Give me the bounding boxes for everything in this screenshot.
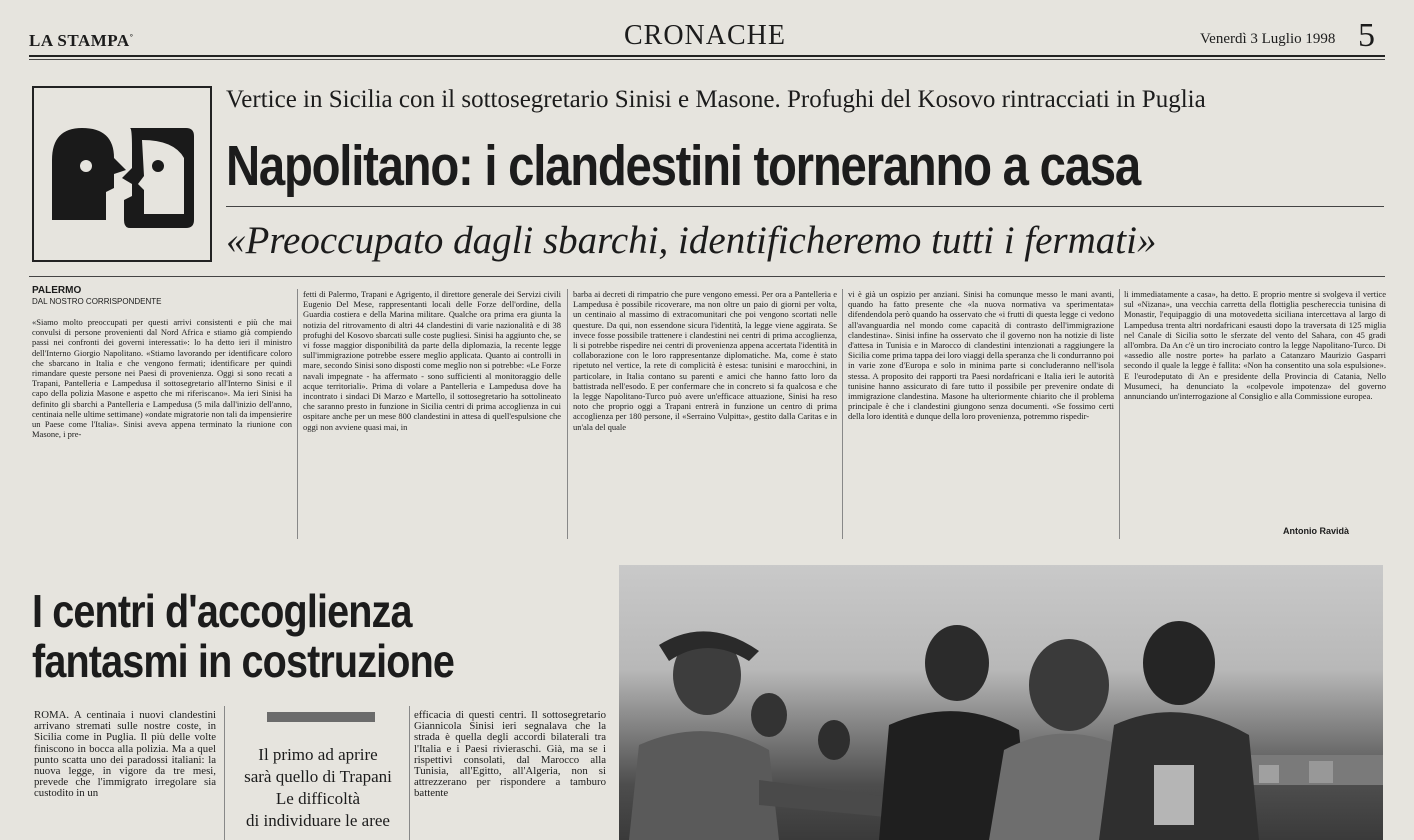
article-column-3: barba ai decreti di rimpatrio che pure vengono emessi. Per ora a Pantelleria e Lampedusa è possibile ricoverare, ma non oltre un paio di giorni per volta, un centinaio al massimo di extracomunitari che poi vengono scortati nelle questure. Da qui, non essendone sicura l'identità, la legge viene aggirata. Se invece fosse possibile trattenere i clandestini nei centri di prima accoglienza, li si potrebbe rispedire nei centri di provenienza appena accertata l'identità in collaborazione con le loro rappresentanze diplomatiche. Ma, come è stato ripetuto nel vertice, la rete di complicità è estesa: tunisini e marocchini, in particolare, in Italia contano su parenti e amici che hanno fatto loro da battistrada nell'esodo. E per confermare che in concreto si fa qualcosa e che la legge Napolitano-Turco può avere un'efficace attuazione, Sinisi ha reso noto che proprio oggi a Trapani entrerà in funzione un centro di prima accoglienza per 180 persone, il «Serraino Vulpitta», gestito dalla Caritas e in un'ala del quale bbox=[573, 289, 837, 432]
photo-people-silhouettes bbox=[619, 565, 1383, 840]
column-divider bbox=[224, 706, 225, 840]
dateline: PALERMO bbox=[32, 285, 82, 296]
article-column-2: fetti di Palermo, Trapani e Agrigento, il direttore generale dei Servizi civili Eugenio Del Mese, rappresentanti locali delle Forze dell'ordine, della Guardia costiera e della Marina militare. Qualche ora prima era giunta la notizia del ritrovamento di altri 44 clandestini di varie nazionalità e di 38 profughi del Kosovo sbarcati sulle coste pugliesi. Sinisi ha aggiunto che, se vi fosse maggior disponibilità da parte della diplomazia, la recente legge sull'immigrazione potrebbe essere meglio applicata. Quanto ai controlli in mare, secondo Sinisi sono disposti come meglio non si potrebbe: «Le Forze navali impegnate - ha affermato - sono sufficienti al monitoraggio delle acque territoriali». Prima di volare a Pantelleria e Lampedusa dove ha incontrato i sindaci Di Marzo e Martello, il sottosegretario ha sottolineato che saranno presto in funzione in Sicilia centri di prima accoglienza in cui ospitare anche per un mese 800 clandestini in attesa di quell'espulsione che oggi non avviene quasi mai, in bbox=[303, 289, 561, 432]
pull-quote: Il primo ad aprire sarà quello di Trapani Le difficoltà di individuare le aree bbox=[244, 745, 392, 830]
article-column-1: «Siamo molto preoccupati per questi arrivi consistenti e più che mai convulsi di persone provenienti dal Nord Africa e stiamo già compiendo passi nei confronti dei governi interessati»: lo ha detto ieri il ministro dell'Interno Giorgio Napolitano. «Stiamo lavorando per identificare coloro che sbarcano in Italia e che vengono fermati; identificare per quindi rimandare queste persone nei Paesi di provenienza. Oggi si sono recati a Trapani, Pantelleria e Lampedusa il sottosegretario all'Interno Sinisi e il capo della polizia Masone e aspetto che mi riferiscano». Ma ieri Sinisi ha definito gli sbarchi a Pantelleria e Lampedusa (5 mila dall'inizio dell'anno, centinaia nelle ultime settimane) «ondate migratorie non tali da impensierire un Paese come l'Italia». Sinisi aveva appena terminato la riunione con Masone, i pre- bbox=[32, 317, 292, 440]
byline: Antonio Ravidà bbox=[1283, 526, 1350, 536]
column-logo bbox=[32, 86, 212, 262]
article-column-5: li immediatamente a casa», ha detto. E proprio mentre si svolgeva il vertice sul «Nizana», una vecchia carretta della flottiglia peschereccia tunisina di Monastir, l'equipaggio di una motovedetta siciliana intercettava al largo di Lampedusa trenta altri nordafricani esausti dopo la traversata di 125 miglia nel Canale di Sicilia sotto le sferzate del vento del Sahara, con 45 gradi all'ombra. Da An c'è un tiro incrociato contro la legge Napolitano-Turco. Di «assedio alle nostre porte» ha parlato a Catanzaro Maurizio Gasparri secondo il quale la legge è fallita: «Non ha consentito una sola espulsione». E l'eurodeputato di An e presidente della Provincia di Catania, Nello Musumeci, ha denunciato la «colpevole impotenza» del governo annunciando un'interrogazione al Consiglio e alla Commissione europea. bbox=[1124, 289, 1386, 402]
publication-date: Venerdì 3 Luglio 1998 bbox=[1200, 31, 1336, 47]
column-divider bbox=[567, 289, 568, 539]
masthead-rule-thin bbox=[29, 59, 1385, 60]
correspondent-credit: DAL NOSTRO CORRISPONDENTE bbox=[32, 297, 162, 306]
main-headline: Napolitano: i clandestini torneranno a casa bbox=[226, 134, 1140, 198]
article-column-4: vi è già un ospizio per anziani. Sinisi ha comunque messo le mani avanti, quando ha fatto presente che «la nuova normativa va sperimentata» difendendola però quando ha osservato che «i frutti di questa legge ci vedono all'avanguardia nel mondo come capacità di contrasto dell'immigrazione clandestina». Sinisi infine ha osservato che il governo non ha notizie di liste d'attesa in Tunisia e in Marocco di clandestini intenzionati a raggiungere la Sicilia come prima tappa dei loro viaggi della speranza che li condurranno poi in varie zone d'Europa e solo in minima parte si concluderanno nell'isola stessa. A proposito dei rapporti tra Paesi nordafricani e Italia ieri le autorità tunisine hanno assicurato di fare tutto il possibile per prevenire ondate di immigrazione clandestina. Masone ha ulteriormente chiarito che il problema principale è che i clandestini giungono senza documenti. «Se fossimo certi della loro identità e dunque della loro provenienza, potremmo rispedir- bbox=[848, 289, 1114, 422]
headline-rule bbox=[226, 206, 1384, 207]
page-number: 5 bbox=[1358, 17, 1375, 54]
subheadline: «Preoccupato dagli sbarchi, identificheremo tutti i fermati» bbox=[226, 219, 1157, 262]
second-article-column-1: ROMA. A centinaia i nuovi clandestini arrivano stremati sulle nostre coste, in Sicilia come in Puglia. Il più delle volte finiscono in bocca alla polizia. Ma a quel punto scatta uno dei paradossi italiani: la nuova legge, in vigore da tre mesi, prevede che l'immigrato irregolare sia custodito in un bbox=[34, 710, 216, 800]
column-divider bbox=[297, 289, 298, 539]
news-photo bbox=[619, 565, 1383, 840]
column-divider bbox=[409, 706, 410, 840]
masthead-logo: LA STAMPA° bbox=[29, 31, 134, 50]
column-divider bbox=[842, 289, 843, 539]
second-headline-line1: I centri d'accoglienza bbox=[32, 585, 412, 637]
decorative-bar bbox=[267, 712, 375, 722]
two-faces-icon bbox=[34, 88, 210, 260]
section-title: CRONACHE bbox=[623, 20, 786, 51]
section-divider bbox=[29, 276, 1385, 277]
kicker: Vertice in Sicilia con il sottosegretario Sinisi e Masone. Profughi del Kosovo rintracciati in Puglia bbox=[226, 86, 1206, 113]
column-divider bbox=[1119, 289, 1120, 539]
second-article-column-3: efficacia di questi centri. Il sottosegretario Giannicola Sinisi ieri segnalava che la strada è quella degli accordi bilaterali tra l'Italia e i Paesi rivieraschi. Già, ma se i rispettivi consolati, dal Marocco alla Tunisia, all'Egitto, all'Algeria, non si attrezzerano per rispondere a tamburo battente bbox=[414, 710, 606, 800]
second-headline-line2: fantasmi in costruzione bbox=[32, 635, 455, 687]
masthead-rule bbox=[29, 55, 1385, 57]
